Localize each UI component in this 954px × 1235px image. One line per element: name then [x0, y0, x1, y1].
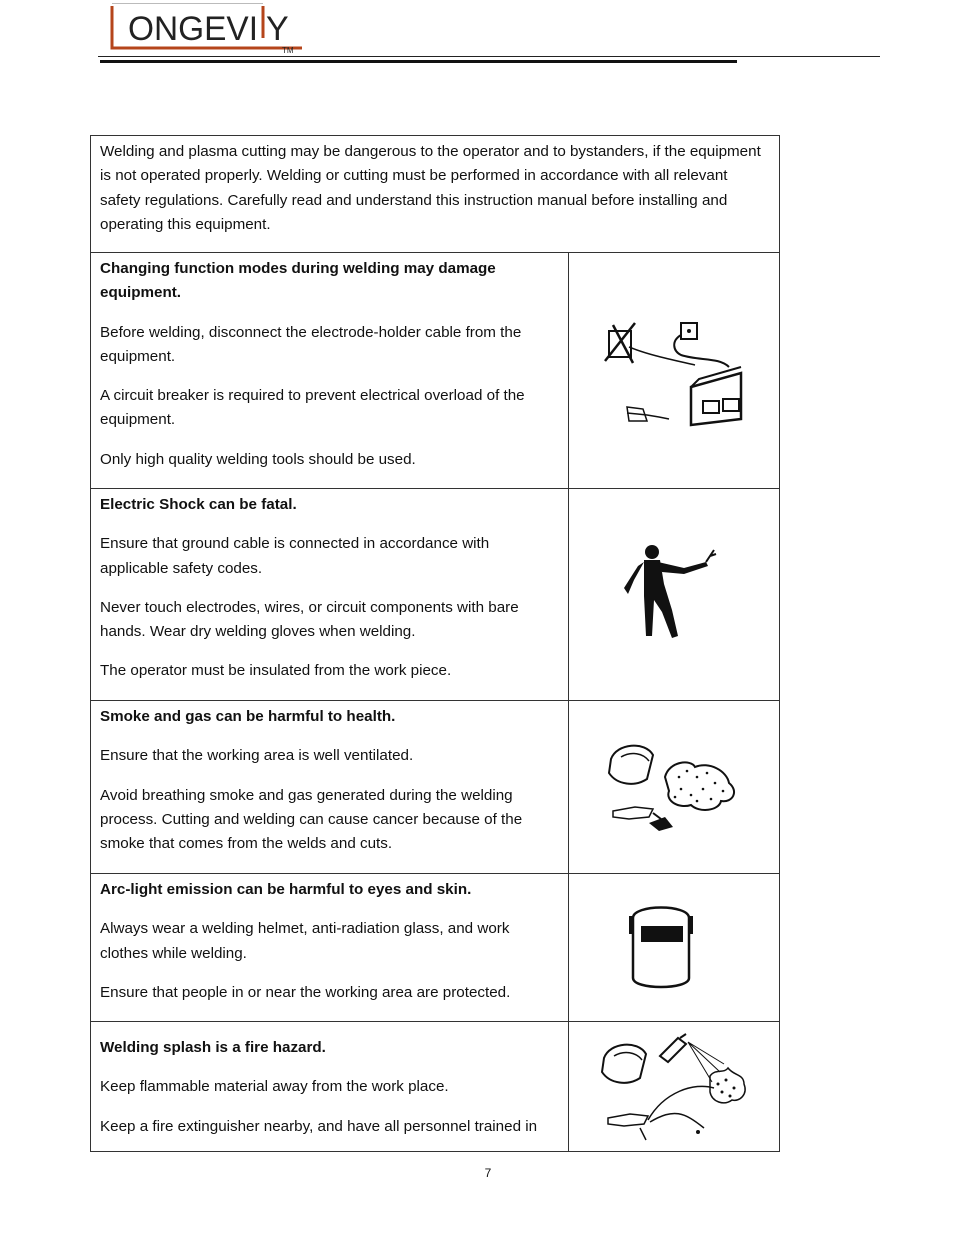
svg-text:Y: Y [266, 10, 289, 48]
section-text [91, 701, 569, 874]
section-paragraph: Ensure that the working area is well ventilated. [100, 747, 414, 765]
smoke-fumes-icon [599, 737, 749, 837]
section-illustration [569, 701, 780, 874]
section-paragraph: Only high quality welding tools should be used. [100, 450, 416, 468]
section-text [91, 489, 569, 701]
section-illustration [569, 1022, 780, 1152]
section-heading: Smoke and gas can be harmful to health. [100, 708, 396, 725]
header-rule-thin [98, 56, 880, 57]
intro-cell [91, 136, 780, 253]
section-paragraph: Ensure that people in or near the working area are protected. [100, 983, 511, 1001]
unplug-welder-icon [599, 311, 749, 431]
section-paragraph: Never touch electrodes, wires, or circuit components with bare hands. Wear dry welding gloves when welding. [100, 598, 519, 641]
section-paragraph: A circuit breaker is required to prevent electrical overload of the equipment. [100, 387, 525, 429]
fire-hazard-icon [594, 1032, 754, 1142]
svg-text:ONGEVI: ONGEVI [128, 10, 258, 48]
page-number: 7 [484, 1166, 492, 1180]
section-paragraph: The operator must be insulated from the work piece. [100, 662, 452, 680]
section-paragraph: Always wear a welding helmet, anti-radiation glass, and work clothes while welding. [100, 920, 510, 962]
intro-text: Welding and plasma cutting may be dangerous to the operator and to bystanders, if the equipment is not operated properly. Welding or cutting must be performed in accordance with all relevant safety regulations. Carefully read and understand this instruction manual before installing and operating this equipment. [100, 143, 761, 233]
section-heading: Welding splash is a fire hazard. [100, 1039, 326, 1056]
section-paragraph: Ensure that ground cable is connected in accordance with applicable safety codes. [100, 535, 490, 577]
section-illustration [569, 874, 780, 1022]
header-rule-thick [100, 60, 737, 63]
section-paragraph: Avoid breathing smoke and gas generated during the welding process. Cutting and welding can cause cancer because of the smoke that comes from the welds and cuts. [100, 786, 523, 853]
welding-helmet-icon [619, 898, 729, 998]
brand-logo [106, 2, 318, 54]
section-text [91, 1022, 569, 1152]
section-heading: Changing function modes during welding may damage equipment. [100, 260, 496, 302]
section-paragraph: Before welding, disconnect the electrode-holder cable from the equipment. [100, 323, 522, 365]
section-heading: Arc-light emission can be harmful to eyes and skin. [100, 881, 472, 898]
section-paragraph: Keep a fire extinguisher nearby, and have all personnel trained in [100, 1117, 538, 1135]
section-paragraph: Keep flammable material away from the work place. [100, 1078, 449, 1096]
section-illustration [569, 253, 780, 489]
section-heading: Electric Shock can be fatal. [100, 496, 297, 513]
svg-text:TM: TM [282, 46, 294, 54]
electric-shock-icon [614, 540, 734, 650]
section-illustration [569, 489, 780, 701]
safety-table [90, 135, 780, 1152]
section-text [91, 253, 569, 489]
section-text [91, 874, 569, 1022]
